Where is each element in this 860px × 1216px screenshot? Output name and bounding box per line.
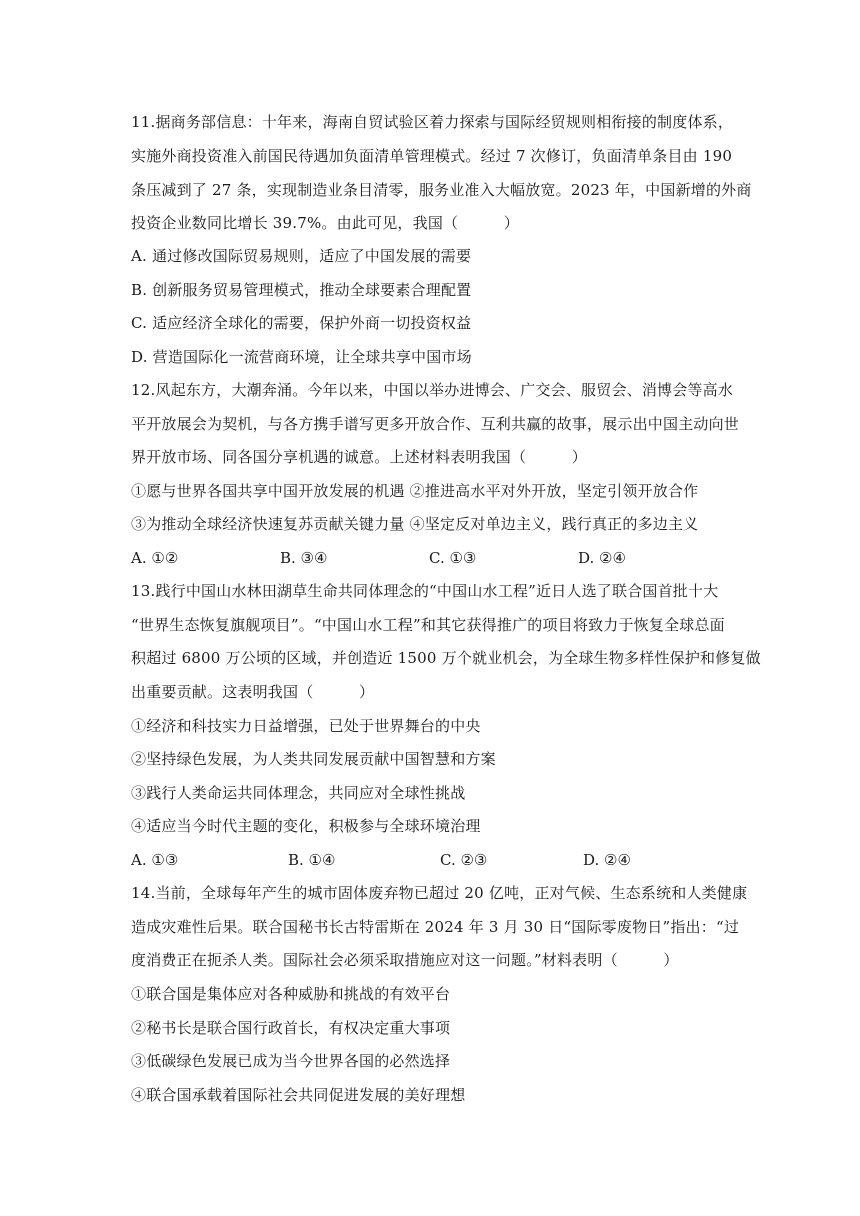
question-11-stem-line: 条压减到了 27 条，实现制造业条目清零，服务业准入大幅放宽。2023 年，中国新增的外商 <box>131 181 752 199</box>
question-12-stem-line: 界开放市场、同各国分享机遇的诚意。上述材料表明我国（ ） <box>131 448 588 466</box>
question-14-stem-line: 14.当前，全球每年产生的城市固体废弃物已超过 20 亿吨，正对气候、生态系统和人类健康 <box>131 884 748 902</box>
question-13-statement-line: ①经济和科技实力日益增强，已处于世界舞台的中央 <box>131 717 481 735</box>
question-12-option-c: C. ①③ <box>429 549 477 567</box>
question-13-stem-line: “世界生态恢复旗舰项目”。“中国山水工程”和其它获得推广的项目将致力于恢复全球总面 <box>131 616 725 634</box>
question-14-statement-line: ①联合国是集体应对各种威胁和挑战的有效平台 <box>131 985 451 1003</box>
question-11-stem-line: 11.据商务部信息：十年来，海南自贸试验区着力探索与国际经贸规则相衔接的制度体系， <box>131 113 734 131</box>
question-14-statement-line: ②秘书长是联合国行政首长，有权决定重大事项 <box>131 1019 451 1037</box>
question-12-statement-line: ③为推动全球经济快速复苏贡献关键力量 ④坚定反对单边主义，践行真正的多边主义 <box>131 515 699 533</box>
question-12-option-b: B. ③④ <box>280 549 328 567</box>
question-11-option-d: D. 营造国际化一流营商环境，让全球共享中国市场 <box>131 348 472 366</box>
question-11-option-c: C. 适应经济全球化的需要，保护外商一切投资权益 <box>131 314 472 332</box>
question-13-statement-line: ④适应当今时代主题的变化，积极参与全球环境治理 <box>131 817 481 835</box>
question-12-stem-line: 12.风起东方，大潮奔涌。今年以来，中国以举办进博会、广交会、服贸会、消博会等高水 <box>131 381 734 399</box>
question-13-stem-line: 13.践行中国山水林田湖草生命共同体理念的“中国山水工程”近日人选了联合国首批十大 <box>131 582 719 600</box>
question-12-option-d: D. ②④ <box>578 549 626 567</box>
question-11-option-a: A. 通过修改国际贸易规则，适应了中国发展的需要 <box>131 247 472 265</box>
question-13-stem-line: 出重要贡献。这表明我国（ ） <box>131 683 375 701</box>
question-11-stem-line: 实施外商投资准入前国民待遇加负面清单管理模式。经过 7 次修订，负面清单条目由 190 <box>131 147 733 165</box>
question-13-option-a: A. ①③ <box>131 851 179 869</box>
question-14-statement-line: ④联合国承载着国际社会共同促进发展的美好理想 <box>131 1086 466 1104</box>
question-12-option-a: A. ①② <box>131 549 179 567</box>
question-13-stem-line: 积超过 6800 万公顷的区域，并创造近 1500 万个就业机会，为全球生物多样性保护和修复做 <box>131 649 761 667</box>
question-11-stem-line: 投资企业数同比增长 39.7%。由此可见，我国（ ） <box>131 214 520 232</box>
question-13-statement-line: ③践行人类命运共同体理念，共同应对全球性挑战 <box>131 784 466 802</box>
question-12-statement-line: ①愿与世界各国共享中国开放发展的机遇 ②推进高水平对外开放，坚定引领开放合作 <box>131 482 699 500</box>
question-14-statement-line: ③低碳绿色发展已成为当今世界各国的必然选择 <box>131 1052 451 1070</box>
question-13-option-d: D. ②④ <box>583 851 631 869</box>
question-11-option-b: B. 创新服务贸易管理模式，推动全球要素合理配置 <box>131 281 472 299</box>
question-13-option-c: C. ②③ <box>440 851 488 869</box>
question-14-stem-line: 度消费正在扼杀人类。国际社会必须采取措施应对这一问题。”材料表明（ ） <box>131 951 679 969</box>
question-13-statement-line: ②坚持绿色发展，为人类共同发展贡献中国智慧和方案 <box>131 750 496 768</box>
question-13-option-b: B. ①④ <box>288 851 336 869</box>
question-14-stem-line: 造成灾难性后果。联合国秘书长古特雷斯在 2024 年 3 月 30 日“国际零废物日”指出：“过 <box>131 918 740 936</box>
question-12-stem-line: 平开放展会为契机，与各方携手谱写更多开放合作、互利共赢的故事，展示出中国主动向世 <box>131 415 740 433</box>
